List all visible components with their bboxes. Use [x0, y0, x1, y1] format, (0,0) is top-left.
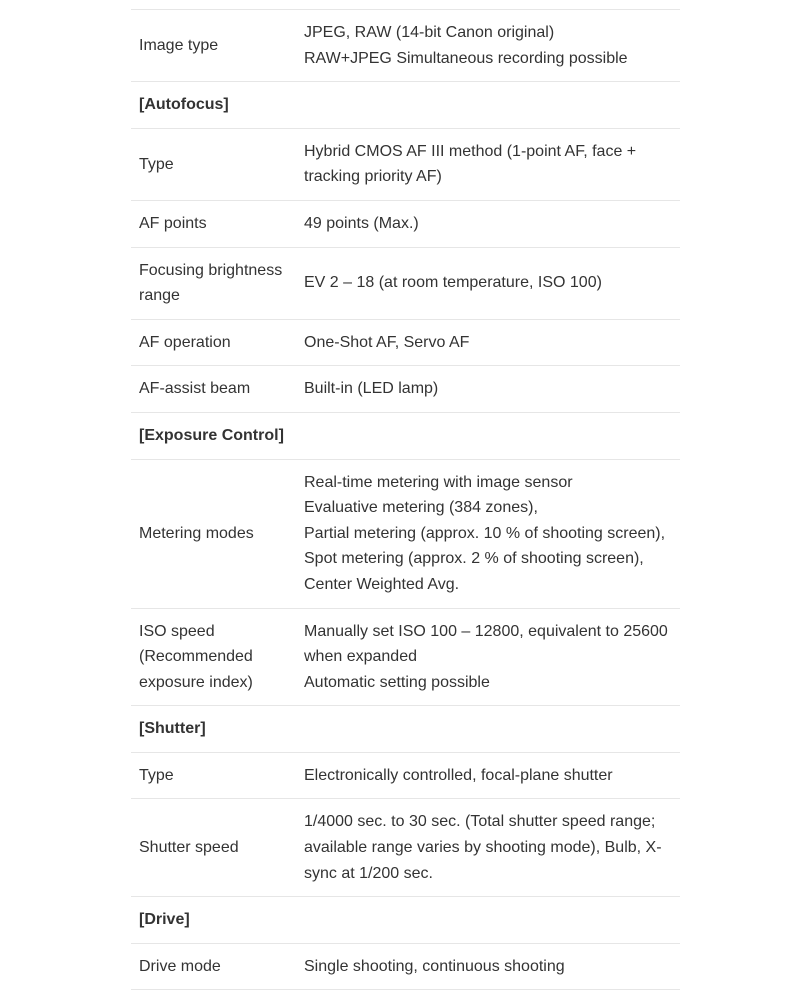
section-header-row	[131, 897, 680, 944]
spec-table-body	[131, 10, 680, 990]
spec-label: Metering modes	[131, 459, 296, 608]
spec-value-line: Real-time metering with image sensor	[304, 473, 573, 491]
section-header-row	[131, 412, 680, 459]
spec-value	[296, 319, 680, 366]
spec-value-line: Evaluative metering (384 zones),	[304, 499, 538, 517]
spec-value-line: Electronically controlled, focal-plane shutter	[304, 766, 613, 784]
spec-value	[296, 943, 680, 990]
spec-value	[296, 247, 680, 319]
spec-value-line: One-Shot AF, Servo AF	[304, 333, 470, 351]
spec-value-line: Built-in (LED lamp)	[304, 380, 439, 398]
spec-label: Drive mode	[131, 943, 296, 990]
section-header: [Exposure Control]	[131, 412, 680, 459]
section-header-row	[131, 706, 680, 753]
spec-label: AF points	[131, 200, 296, 247]
spec-value-line: 49 points (Max.)	[304, 214, 419, 232]
spec-value-line: Center Weighted Avg.	[304, 575, 460, 593]
spec-value-line: Single shooting, continuous shooting	[304, 957, 565, 975]
spec-value	[296, 366, 680, 413]
spec-row	[131, 10, 680, 82]
section-header-row	[131, 82, 680, 129]
spec-value-line: RAW+JPEG Simultaneous recording possible	[304, 49, 628, 67]
spec-row	[131, 247, 680, 319]
section-header: [Shutter]	[131, 706, 680, 753]
spec-label: Type	[131, 128, 296, 200]
section-header: [Drive]	[131, 897, 680, 944]
spec-table	[131, 9, 680, 990]
spec-value-line: Spot metering (approx. 2 % of shooting screen),	[304, 550, 644, 568]
spec-row	[131, 799, 680, 897]
spec-value	[296, 752, 680, 799]
spec-label: AF operation	[131, 319, 296, 366]
spec-value	[296, 608, 680, 706]
spec-label: Shutter speed	[131, 799, 296, 897]
spec-row	[131, 752, 680, 799]
spec-row	[131, 943, 680, 990]
spec-label: Focusing brightness range	[131, 247, 296, 319]
spec-row	[131, 319, 680, 366]
spec-value-line: Manually set ISO 100 – 12800, equivalent to 25600 when expanded	[304, 622, 668, 666]
spec-row	[131, 128, 680, 200]
spec-value-line: 1/4000 sec. to 30 sec. (Total shutter speed range; available range varies by shooting mode), Bulb, X-sync at 1/200 sec.	[304, 813, 662, 882]
spec-row	[131, 366, 680, 413]
section-header: [Autofocus]	[131, 82, 680, 129]
spec-value	[296, 459, 680, 608]
spec-value-line: EV 2 – 18 (at room temperature, ISO 100)	[304, 274, 602, 292]
spec-value	[296, 128, 680, 200]
spec-label: ISO speed (Recommended exposure index)	[131, 608, 296, 706]
spec-label: Type	[131, 752, 296, 799]
spec-value	[296, 200, 680, 247]
spec-row	[131, 200, 680, 247]
spec-label: Image type	[131, 10, 296, 82]
spec-row	[131, 459, 680, 608]
spec-value	[296, 799, 680, 897]
spec-label: AF-assist beam	[131, 366, 296, 413]
spec-value-line: Automatic setting possible	[304, 673, 490, 691]
spec-value	[296, 10, 680, 82]
spec-row	[131, 608, 680, 706]
spec-value-line: Partial metering (approx. 10 % of shooting screen),	[304, 524, 666, 542]
spec-value-line: JPEG, RAW (14-bit Canon original)	[304, 24, 555, 41]
spec-value-line: Hybrid CMOS AF III method (1-point AF, face + tracking priority AF)	[304, 142, 637, 186]
